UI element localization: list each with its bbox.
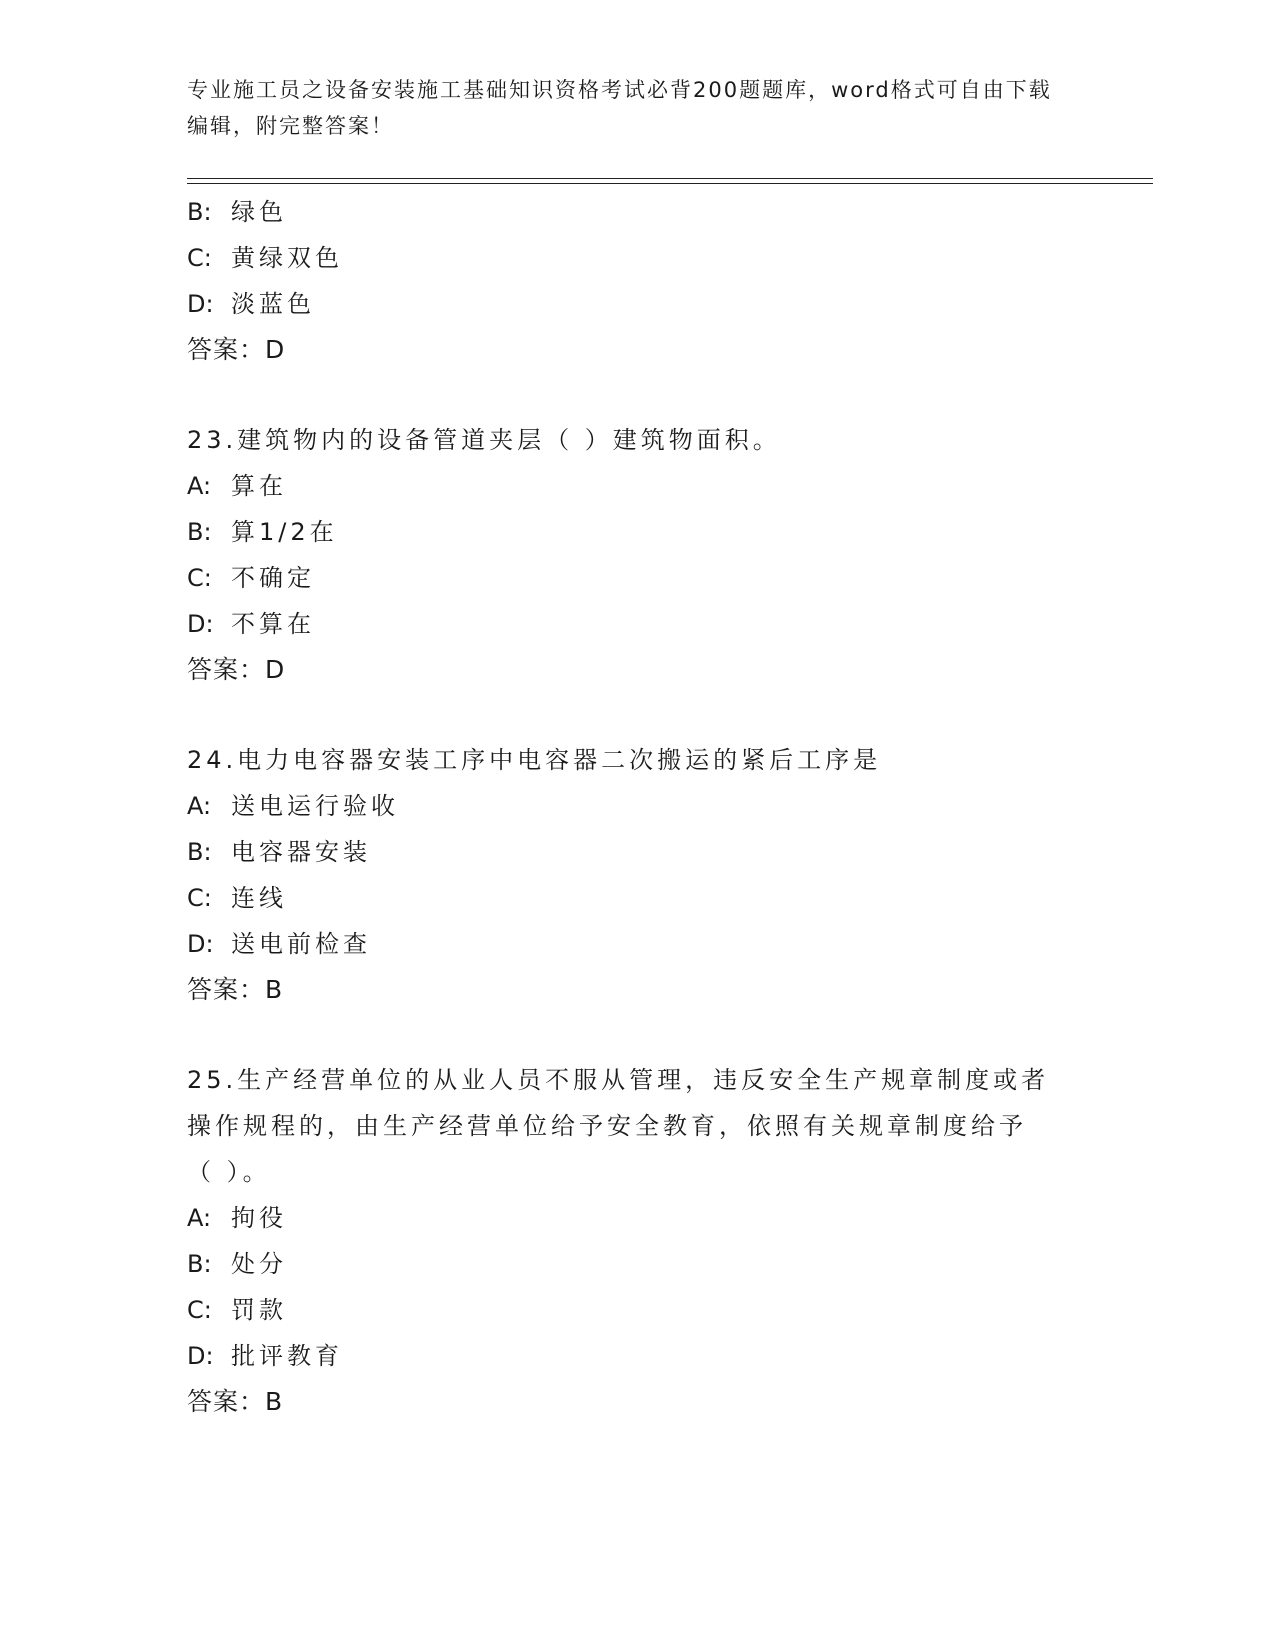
question-25-line-1: 25.生产经营单位的从业人员不服从管理，违反安全生产规章制度或者	[187, 1066, 1050, 1094]
question-25-line-2: 操作规程的，由生产经营单位给予安全教育，依照有关规章制度给予	[187, 1112, 1027, 1140]
option-d	[187, 281, 1087, 327]
answer: 答案：D	[187, 655, 286, 684]
option-text: 算在	[231, 472, 287, 500]
option-text: 不算在	[231, 610, 315, 638]
option-key: A:	[187, 472, 212, 500]
option-text: 连线	[231, 884, 287, 912]
option-a	[187, 1195, 1087, 1241]
option-text: 拘役	[231, 1204, 287, 1232]
option-c	[187, 235, 1087, 281]
option-text: 罚款	[231, 1296, 287, 1324]
answer: 答案：B	[187, 975, 284, 1004]
option-key: D:	[187, 930, 214, 958]
option-b	[187, 1241, 1087, 1287]
option-key: A:	[187, 1204, 212, 1232]
option-key: C:	[187, 1296, 212, 1324]
option-d	[187, 1333, 1087, 1379]
header-rule-top	[187, 178, 1153, 179]
option-b	[187, 509, 1087, 555]
option-key: D:	[187, 290, 214, 318]
option-text: 不确定	[231, 564, 315, 592]
option-key: C:	[187, 564, 212, 592]
option-d	[187, 601, 1087, 647]
option-c	[187, 1287, 1087, 1333]
option-key: B:	[187, 1250, 212, 1278]
option-key: D:	[187, 1342, 214, 1370]
option-text: 送电前检查	[231, 930, 371, 958]
option-text: 算1/2在	[231, 518, 338, 546]
option-text: 送电运行验收	[231, 792, 399, 820]
answer: 答案：D	[187, 335, 286, 364]
option-key: C:	[187, 884, 212, 912]
question-23: 23.建筑物内的设备管道夹层（ ）建筑物面积。	[187, 426, 781, 454]
answer: 答案：B	[187, 1387, 284, 1416]
option-text: 电容器安装	[231, 838, 371, 866]
option-key: A:	[187, 792, 212, 820]
document-header: 专业施工员之设备安装施工基础知识资格考试必背200题题库，word格式可自由下载编辑，附完整答案！	[187, 78, 1052, 138]
option-key: D:	[187, 610, 214, 638]
option-text: 黄绿双色	[231, 244, 343, 272]
option-key: B:	[187, 838, 212, 866]
option-key: B:	[187, 198, 212, 226]
option-a	[187, 783, 1087, 829]
option-d	[187, 921, 1087, 967]
option-text: 处分	[231, 1250, 287, 1278]
option-text: 批评教育	[231, 1342, 343, 1370]
option-key: B:	[187, 518, 212, 546]
option-c	[187, 555, 1087, 601]
header-rule-bottom	[187, 183, 1153, 184]
option-text: 绿色	[231, 198, 287, 226]
question-content	[187, 189, 1087, 1425]
question-25-line-3: （ ）。	[187, 1158, 271, 1186]
option-c	[187, 875, 1087, 921]
question-24: 24.电力电容器安装工序中电容器二次搬运的紧后工序是	[187, 746, 882, 774]
option-key: C:	[187, 244, 212, 272]
option-b	[187, 829, 1087, 875]
option-b	[187, 189, 1087, 235]
option-a	[187, 463, 1087, 509]
option-text: 淡蓝色	[231, 290, 315, 318]
